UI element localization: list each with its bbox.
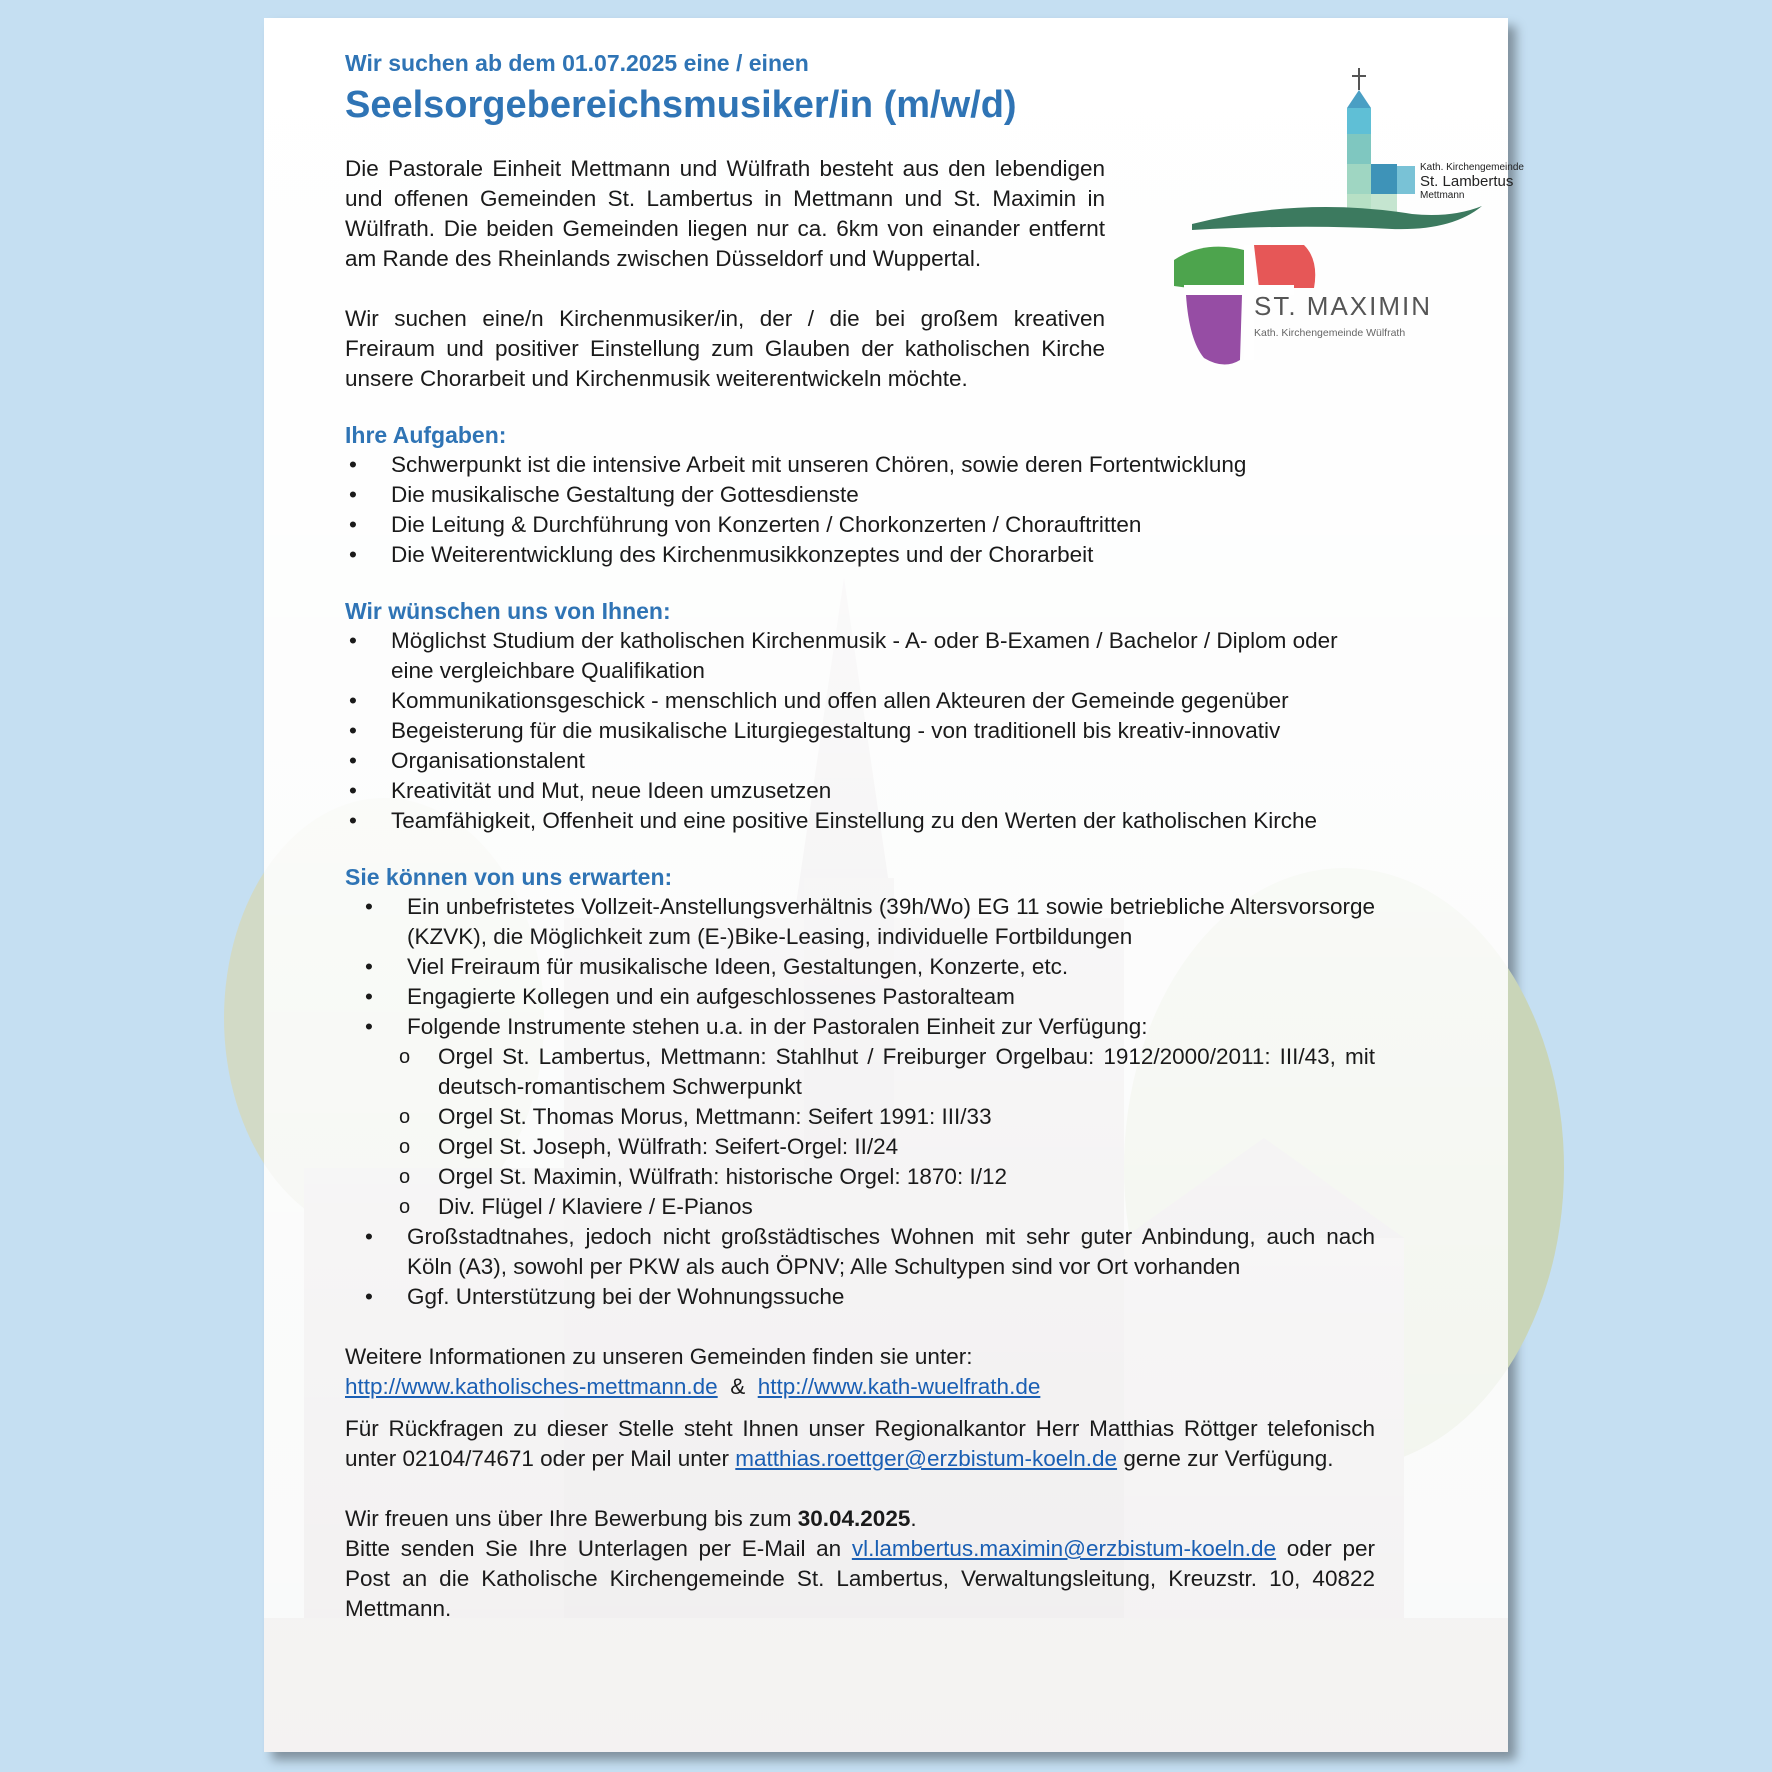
maximin-logo-name: ST. MAXIMIN [1254, 291, 1433, 321]
link-separator: & [730, 1374, 746, 1399]
list-item: • Begeisterung für die musikalische Liturgiegestaltung - von traditionell bis kreativ-innovativ [349, 718, 1281, 743]
tasks-list [345, 450, 1375, 570]
list-item: o Orgel St. Thomas Morus, Mettmann: Seifert 1991: III/33 [399, 1104, 992, 1129]
link-katholisches-mettmann[interactable]: http://www.katholisches-mettmann.de [345, 1374, 718, 1399]
list-item: • Ggf. Unterstützung bei der Wohnungssuche [365, 1284, 845, 1309]
list-item: • Folgende Instrumente stehen u.a. in der Pastoralen Einheit zur Verfügung: [365, 1014, 1148, 1039]
list-item: • Möglichst Studium der katholischen Kirchenmusik - A- oder B-Examen / Bachelor / Diplom oder eine vergleichbare Qualifikation [349, 628, 1338, 683]
instruments-list [345, 1042, 1375, 1222]
link-kath-wuelfrath[interactable]: http://www.kath-wuelfrath.de [757, 1374, 1041, 1399]
list-item: • Kommunikationsgeschick - menschlich und offen allen Akteuren der Gemeinde gegenüber [349, 688, 1289, 713]
list-item: • Teamfähigkeit, Offenheit und eine positive Einstellung zu den Werten der katholischen Kirche [349, 808, 1317, 833]
posting-title: Seelsorgebereichsmusiker/in (m/w/d) [345, 84, 1017, 126]
tasks-heading: Ihre Aufgaben: [345, 422, 507, 448]
posting-kicker: Wir suchen ab dem 01.07.2025 eine / einen [345, 50, 809, 76]
offers-heading: Sie können von uns erwarten: [345, 864, 673, 890]
deadline-date: 30.04.2025 [797, 1506, 911, 1531]
contact-email-link[interactable]: matthias.roettger@erzbistum-koeln.de [735, 1446, 1118, 1471]
list-item: • Die Leitung & Durchführung von Konzerten / Chorkonzerten / Chorauftritten [349, 512, 1142, 537]
list-item: • Kreativität und Mut, neue Ideen umzusetzen [349, 778, 832, 803]
offers-list-continued [345, 1222, 1375, 1312]
list-item: • Schwerpunkt ist die intensive Arbeit mit unseren Chören, sowie deren Fortentwicklung [349, 452, 1247, 477]
contact-paragraph: Für Rückfragen zu dieser Stelle steht Ihnen unser Regionalkantor Herr Matthias Röttger telefonisch unter 02104/74671 oder per Mail unter matthias.roettger@erzbistum-koeln.de gerne zur Verfügung. [345, 1416, 1375, 1471]
info-text: Weitere Informationen zu unseren Gemeinden finden sie unter: [345, 1344, 973, 1369]
list-item: • Ein unbefristetes Vollzeit-Anstellungsverhältnis (39h/Wo) EG 11 sowie betriebliche Altersvorsorge (KZVK), die Möglichkeit zum (E-)Bike-Leasing, individuelle Fortbildungen [365, 894, 1375, 949]
list-item: o Orgel St. Maximin, Wülfrath: historische Orgel: 1870: I/12 [399, 1164, 1007, 1189]
posting-content [345, 48, 1375, 1624]
lambertus-logo-line1: Kath. Kirchengemeinde [1420, 162, 1524, 173]
wishes-heading: Wir wünschen uns von Ihnen: [345, 598, 671, 624]
job-posting-page [264, 18, 1524, 1752]
intro-paragraph-2: Wir suchen eine/n Kirchenmusiker/in, der / die bei großem kreativen Freiraum und positiver Einstellung zum Glauben der katholischen Kirche unsere Chorarbeit und Kirchenmusik weiterentwickeln möchte. [345, 306, 1105, 391]
lambertus-logo-line3: Mettmann [1420, 190, 1465, 201]
list-item: • Die musikalische Gestaltung der Gottesdienste [349, 482, 859, 507]
apply-paragraph: Wir freuen uns über Ihre Bewerbung bis zum 30.04.2025. Bitte senden Sie Ihre Unterlagen per E-Mail an vl.lambertus.maximin@erzbistum-koeln.de oder per Post an die Katholische Kirchengemeinde St. Lambertus, Verwaltungsleitung, Kreuzstr. 10, 40822 Mettmann. [345, 1506, 1375, 1621]
list-item: • Großstadtnahes, jedoch nicht großstädtisches Wohnen mit sehr guter Anbindung, auch nach Köln (A3), sowohl per PKW als auch ÖPNV; Alle Schultypen sind vor Ort vorhanden [365, 1224, 1375, 1279]
maximin-logo-sub: Kath. Kirchengemeinde Wülfrath [1254, 327, 1406, 339]
list-item: • Viel Freiraum für musikalische Ideen, Gestaltungen, Konzerte, etc. [365, 954, 1069, 979]
application-email-link[interactable]: vl.lambertus.maximin@erzbistum-koeln.de [851, 1536, 1277, 1561]
list-item: • Die Weiterentwicklung des Kirchenmusikkonzeptes und der Chorarbeit [349, 542, 1094, 567]
list-item: o Orgel St. Lambertus, Mettmann: Stahlhut / Freiburger Orgelbau: 1912/2000/2011: III/43, mit deutsch-romantischem Schwerpunkt [399, 1044, 1375, 1099]
offers-list [345, 892, 1375, 1042]
list-item: • Engagierte Kollegen und ein aufgeschlossenes Pastoralteam [365, 984, 1015, 1009]
info-links [345, 1372, 1375, 1402]
intro-paragraph-1: Die Pastorale Einheit Mettmann und Wülfrath besteht aus den lebendigen und offenen Gemeinden St. Lambertus in Mettmann und St. Maximin in Wülfrath. Die beiden Gemeinden liegen nur ca. 6km von einander entfernt am Rande des Rheinlands zwischen Düsseldorf und Wuppertal. [345, 156, 1105, 271]
list-item: • Organisationstalent [349, 748, 585, 773]
list-item: o Div. Flügel / Klaviere / E-Pianos [399, 1194, 753, 1219]
wishes-list [345, 626, 1375, 836]
lambertus-logo-line2: St. Lambertus [1420, 173, 1514, 190]
list-item: o Orgel St. Joseph, Wülfrath: Seifert-Orgel: II/24 [399, 1134, 899, 1159]
